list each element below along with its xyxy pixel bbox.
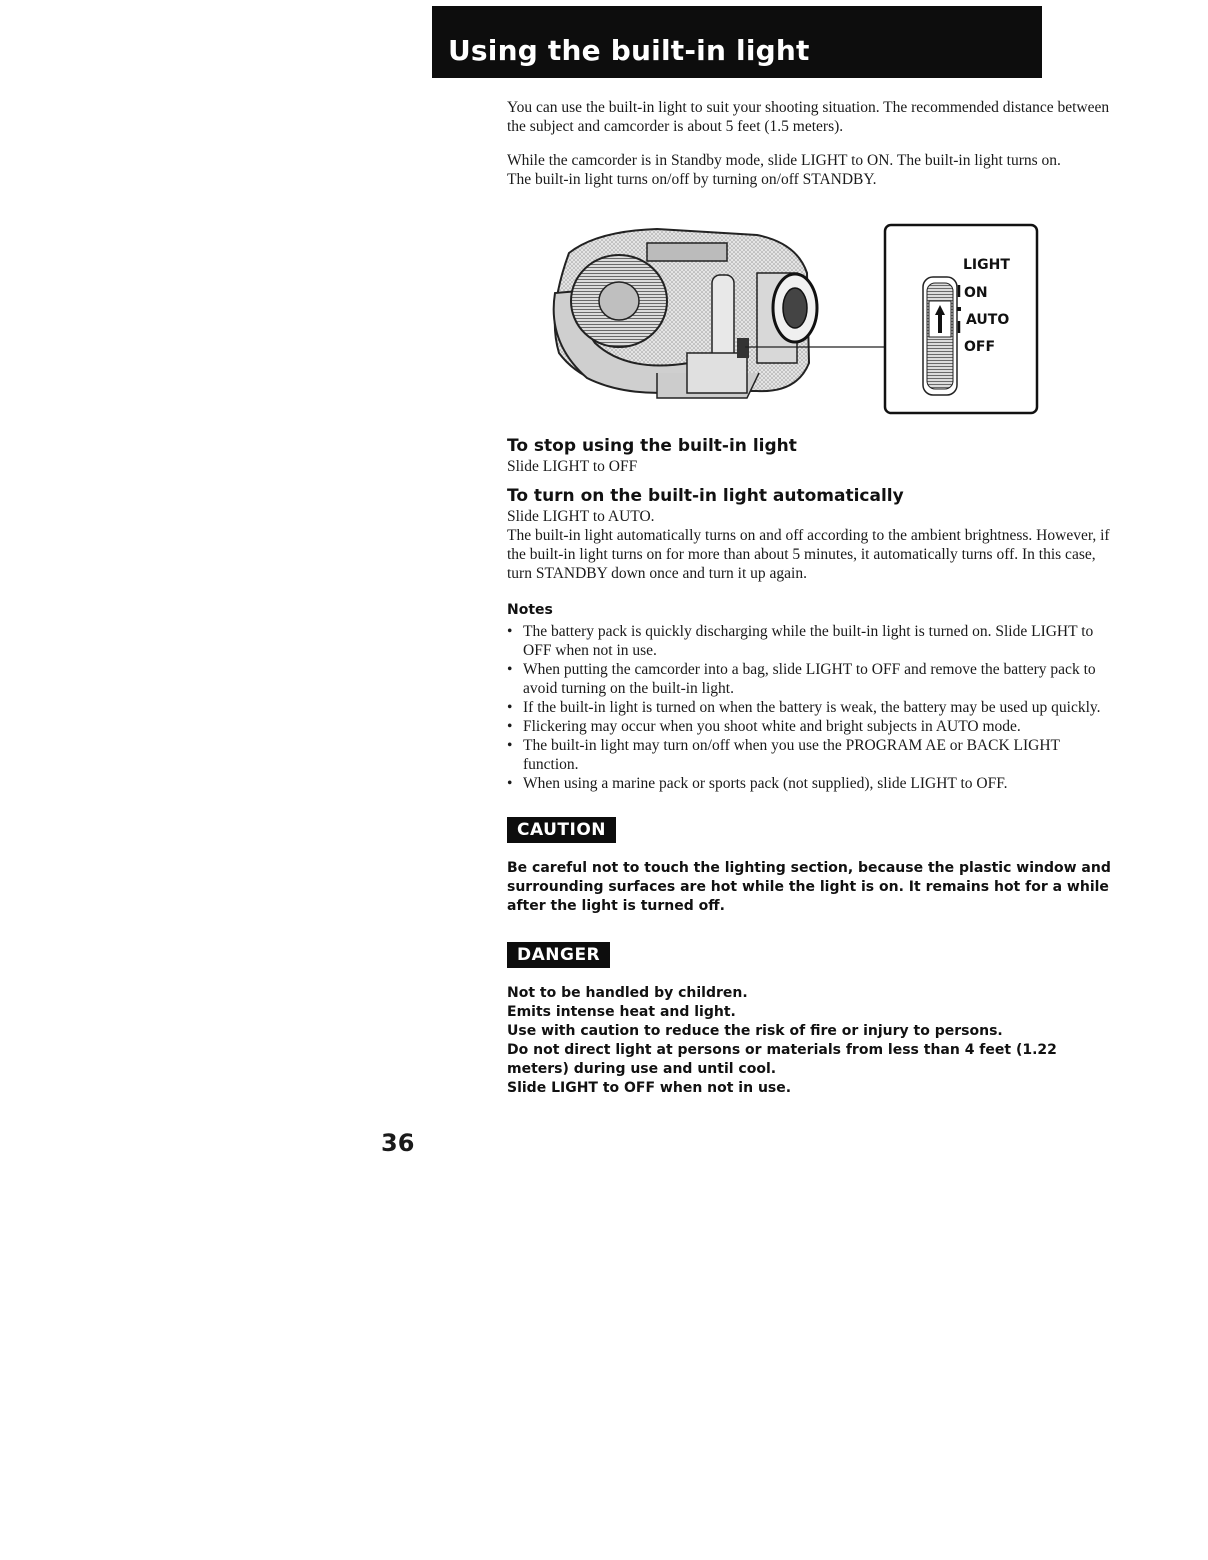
switch-position-off: OFF [964,339,996,355]
main-content [507,98,1117,1098]
intro-paragraph-1: You can use the built-in light to suit your shooting situation. The recommended distance between the subject and camcorder is about 5 feet (1.5 meters). [507,99,1110,135]
notes-list [507,622,1117,793]
page-number: 36 [381,1129,415,1157]
bullet-icon: • [507,699,513,716]
list-item: • Flickering may occur when you shoot white and bright subjects in AUTO mode. [507,718,1021,735]
switch-title: LIGHT [963,257,1010,273]
page-title: Using the built-in light [448,34,810,67]
camcorder-figure [507,213,1107,428]
list-item: • The battery pack is quickly discharging while the built-in light is turned on. Slide LIGHT to OFF when not in use. [507,623,1094,659]
danger-label: DANGER [507,942,610,968]
auto-text-1: Slide LIGHT to AUTO. [507,508,655,525]
page-title-bar [432,6,1042,78]
switch-position-auto: AUTO [966,312,1010,328]
bullet-icon: • [507,775,513,792]
caution-text: Be careful not to touch the lighting section, because the plastic window and surrounding surfaces are hot while the light is on. It remains hot for a while after the light is turned off. [507,860,1111,914]
list-item: • When using a marine pack or sports pack (not supplied), slide LIGHT to OFF. [507,775,1008,792]
list-item: • If the built-in light is turned on when the battery is weak, the battery may be used up quickly. [507,699,1101,716]
danger-line-3: Use with caution to reduce the risk of fire or injury to persons. [507,1023,1003,1039]
switch-position-on: ON [964,285,988,301]
camcorder-body [554,229,817,398]
danger-line-2: Emits intense heat and light. [507,1004,736,1020]
bullet-icon: • [507,737,513,754]
intro-paragraph-2a: While the camcorder is in Standby mode, slide LIGHT to ON. The built-in light turns on. [507,152,1061,169]
light-switch [923,277,961,395]
auto-text-2: The built-in light automatically turns on and off according to the ambient brightness. However, if the built-in light turns on for more than about 5 minutes, it automatically turns off. In this case, turn STANDBY down once and turn it up again. [507,527,1110,582]
notes-heading: Notes [507,602,553,618]
bullet-icon: • [507,661,513,678]
auto-heading: To turn on the built-in light automatically [507,486,904,506]
danger-line-4: Do not direct light at persons or materials from less than 4 feet (1.22 meters) during use and until cool. [507,1042,1057,1077]
list-item: • The built-in light may turn on/off when you use the PROGRAM AE or BACK LIGHT function. [507,737,1060,773]
danger-line-5: Slide LIGHT to OFF when not in use. [507,1080,792,1096]
switch-callout-box [885,225,1037,413]
camcorder-illustration [507,213,1107,428]
list-item: • When putting the camcorder into a bag, slide LIGHT to OFF and remove the battery pack to avoid turning on the built-in light. [507,661,1096,697]
caution-label: CAUTION [507,817,616,843]
stop-text: Slide LIGHT to OFF [507,458,638,475]
bullet-icon: • [507,623,513,640]
bullet-icon: • [507,718,513,735]
intro-paragraph-2b: The built-in light turns on/off by turning on/off STANDBY. [507,171,877,188]
danger-line-1: Not to be handled by children. [507,985,748,1001]
stop-heading: To stop using the built-in light [507,436,797,456]
